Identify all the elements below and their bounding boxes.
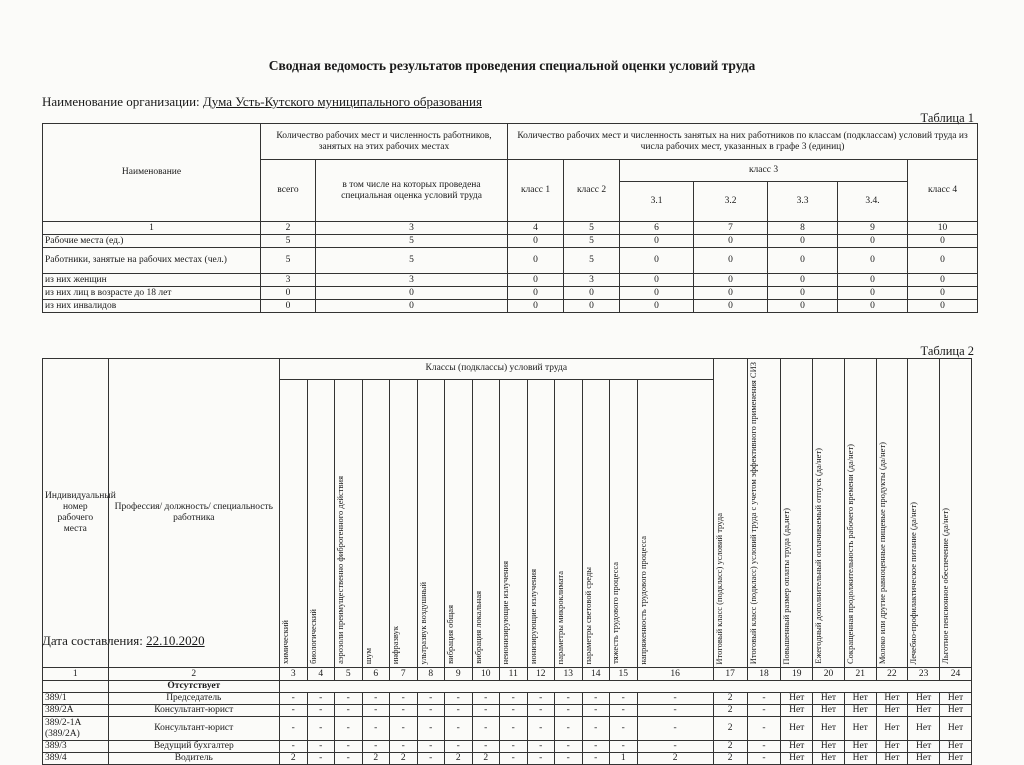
t2-header-final-class-siz: Итоговый класс (подкласс) условий труда с учетом эффективного применения СИЗ bbox=[747, 359, 781, 668]
table-cell: 2 bbox=[362, 753, 390, 765]
table-cell: 5 bbox=[564, 248, 620, 274]
table-cell: - bbox=[390, 717, 418, 741]
table-cell: - bbox=[472, 705, 500, 717]
t2-colnum: 22 bbox=[876, 668, 908, 681]
t2-colnum: 20 bbox=[813, 668, 845, 681]
t1-colnum: 6 bbox=[620, 222, 694, 235]
profession: Ведущий бухгалтер bbox=[108, 741, 279, 753]
factor-header: напряженность трудового процесса bbox=[637, 379, 713, 668]
t2-header-nutrition: Лечебно-профилактическое питание (да/нет) bbox=[908, 359, 940, 668]
table-cell: - bbox=[527, 705, 555, 717]
table-cell: Нет bbox=[908, 705, 940, 717]
table-cell: Нет bbox=[908, 753, 940, 765]
t2-colnum: 10 bbox=[472, 668, 500, 681]
table-cell: - bbox=[390, 705, 418, 717]
t2-header-profession: Профессия/ должность/ специальность работника bbox=[108, 359, 279, 668]
table-cell: - bbox=[527, 717, 555, 741]
table-cell: 0 bbox=[838, 274, 908, 287]
table-row bbox=[43, 300, 978, 313]
t2-colnum: 9 bbox=[445, 668, 473, 681]
table-row bbox=[43, 717, 972, 741]
t1-header-count: Количество рабочих мест и численность работников, занятых на этих рабочих местах bbox=[261, 124, 508, 160]
table-row bbox=[43, 235, 978, 248]
t1-colnum: 2 bbox=[261, 222, 316, 235]
t2-colnum: 18 bbox=[747, 668, 781, 681]
row-name: Рабочие места (ед.) bbox=[43, 235, 261, 248]
table-cell: - bbox=[555, 717, 583, 741]
table-cell: - bbox=[610, 693, 638, 705]
table-cell: 0 bbox=[838, 248, 908, 274]
table-cell: 0 bbox=[838, 287, 908, 300]
factor-header: параметры микроклимата bbox=[555, 379, 583, 668]
table-cell: 2 bbox=[713, 741, 747, 753]
table-cell: 0 bbox=[261, 300, 316, 313]
table-cell: - bbox=[747, 705, 781, 717]
factor-header: инфразвук bbox=[390, 379, 418, 668]
factor-header: химический bbox=[280, 379, 308, 668]
table-cell: 2 bbox=[713, 693, 747, 705]
table-row bbox=[43, 274, 978, 287]
table-cell: - bbox=[390, 693, 418, 705]
table-cell: 2 bbox=[713, 717, 747, 741]
t1-colnum: 1 bbox=[43, 222, 261, 235]
table-cell: - bbox=[280, 741, 308, 753]
t2-colnum: 14 bbox=[582, 668, 610, 681]
table-cell: - bbox=[445, 693, 473, 705]
table-cell: Нет bbox=[876, 705, 908, 717]
date-label: Дата составления: bbox=[42, 633, 143, 648]
t1-header-class4: класс 4 bbox=[908, 160, 978, 222]
table-cell: - bbox=[417, 717, 445, 741]
t2-colnum: 21 bbox=[844, 668, 876, 681]
table-cell: Нет bbox=[813, 741, 845, 753]
summary-table bbox=[42, 123, 978, 313]
table-cell: - bbox=[500, 753, 528, 765]
workplace-id: 389/4 bbox=[43, 753, 109, 765]
table-cell: 0 bbox=[908, 235, 978, 248]
t1-header-class3: класс 3 bbox=[620, 160, 908, 182]
table-cell: - bbox=[362, 741, 390, 753]
table-cell: - bbox=[637, 693, 713, 705]
table-cell: 0 bbox=[768, 235, 838, 248]
t1-colnum: 10 bbox=[908, 222, 978, 235]
table-cell: - bbox=[747, 693, 781, 705]
t1-colnum: 7 bbox=[694, 222, 768, 235]
organization-label: Наименование организации: bbox=[42, 94, 200, 109]
t2-colnum: 5 bbox=[335, 668, 363, 681]
table-cell: - bbox=[610, 705, 638, 717]
table-cell: - bbox=[555, 705, 583, 717]
t1-header-incl: в том числе на которых проведена специальная оценка условий труда bbox=[316, 160, 508, 222]
t2-colnum: 4 bbox=[307, 668, 335, 681]
t2-colnum: 6 bbox=[362, 668, 390, 681]
table-cell: 0 bbox=[908, 274, 978, 287]
t2-header-vacation: Ежегодный дополнительный оплачиваемый отпуск (да/нет) bbox=[813, 359, 845, 668]
date-line bbox=[42, 633, 205, 649]
t1-header-3-3: 3.3 bbox=[768, 182, 838, 222]
table-cell: - bbox=[307, 741, 335, 753]
t2-colnum: 19 bbox=[781, 668, 813, 681]
factor-header: шум bbox=[362, 379, 390, 668]
table-cell: - bbox=[582, 693, 610, 705]
table-row bbox=[43, 287, 978, 300]
t2-colnum: 7 bbox=[390, 668, 418, 681]
table-cell: Нет bbox=[844, 741, 876, 753]
table-cell: - bbox=[335, 741, 363, 753]
workplace-id: 389/2А bbox=[43, 705, 109, 717]
table-cell: - bbox=[637, 717, 713, 741]
table-cell: - bbox=[747, 753, 781, 765]
table-cell: 2 bbox=[280, 753, 308, 765]
profession: Консультант-юрист bbox=[108, 705, 279, 717]
factor-header: параметры световой среды bbox=[582, 379, 610, 668]
table-cell: 0 bbox=[838, 300, 908, 313]
table-cell: - bbox=[335, 717, 363, 741]
table-cell: 0 bbox=[316, 300, 508, 313]
table-cell: 0 bbox=[768, 300, 838, 313]
table-cell: - bbox=[280, 705, 308, 717]
profession: Консультант-юрист bbox=[108, 717, 279, 741]
factor-header: биологический bbox=[307, 379, 335, 668]
table-cell: 0 bbox=[694, 248, 768, 274]
t2-header-short-hours: Сокращенная продолжительность рабочего времени (да/нет) bbox=[844, 359, 876, 668]
profession: Водитель bbox=[108, 753, 279, 765]
table-cell: 0 bbox=[694, 235, 768, 248]
table-cell: 5 bbox=[261, 248, 316, 274]
table-cell: - bbox=[555, 693, 583, 705]
table-cell: - bbox=[335, 693, 363, 705]
table-cell: - bbox=[417, 693, 445, 705]
organization-line bbox=[42, 94, 482, 110]
t1-header-3-2: 3.2 bbox=[694, 182, 768, 222]
table-cell: 5 bbox=[316, 235, 508, 248]
table-cell: 0 bbox=[768, 287, 838, 300]
table-cell: - bbox=[417, 741, 445, 753]
table-cell: Нет bbox=[844, 705, 876, 717]
table-cell: 0 bbox=[564, 300, 620, 313]
table-cell: 2 bbox=[472, 753, 500, 765]
t1-header-3-4: 3.4. bbox=[838, 182, 908, 222]
t2-colnum: 2 bbox=[108, 668, 279, 681]
t1-colnum: 5 bbox=[564, 222, 620, 235]
table-cell: - bbox=[472, 693, 500, 705]
t1-colnum: 3 bbox=[316, 222, 508, 235]
workplace-id: 389/1 bbox=[43, 693, 109, 705]
table-cell: 0 bbox=[908, 287, 978, 300]
table-cell: - bbox=[362, 705, 390, 717]
t2-colnum: 8 bbox=[417, 668, 445, 681]
table-cell: 5 bbox=[564, 235, 620, 248]
t2-header-pay: Повышенный размер оплаты труда (да,нет) bbox=[781, 359, 813, 668]
table-cell: - bbox=[527, 693, 555, 705]
table-cell: Нет bbox=[781, 705, 813, 717]
table-cell: - bbox=[445, 741, 473, 753]
table-cell: - bbox=[362, 693, 390, 705]
table-cell: 3 bbox=[261, 274, 316, 287]
table-cell: - bbox=[307, 717, 335, 741]
workplace-table bbox=[42, 358, 972, 765]
table-cell: - bbox=[445, 705, 473, 717]
table-cell: Нет bbox=[781, 693, 813, 705]
table-cell: - bbox=[610, 741, 638, 753]
table-cell: - bbox=[610, 717, 638, 741]
table-cell: - bbox=[472, 717, 500, 741]
t2-group-label: Отсутствует bbox=[108, 681, 279, 693]
table-cell: Нет bbox=[876, 693, 908, 705]
table-cell: Нет bbox=[940, 753, 972, 765]
row-name: из них инвалидов bbox=[43, 300, 261, 313]
t2-header-pension: Льготное пенсионное обеспечение (да/нет) bbox=[940, 359, 972, 668]
t1-colnum: 8 bbox=[768, 222, 838, 235]
table-cell: 0 bbox=[261, 287, 316, 300]
table-cell: 0 bbox=[620, 300, 694, 313]
factor-header: неионизирующие излучения bbox=[500, 379, 528, 668]
table-row bbox=[43, 248, 978, 274]
t1-colnum: 9 bbox=[838, 222, 908, 235]
table-cell: 0 bbox=[508, 300, 564, 313]
table-cell: - bbox=[582, 705, 610, 717]
table-cell: 3 bbox=[316, 274, 508, 287]
t2-colnum: 11 bbox=[500, 668, 528, 681]
table-cell: - bbox=[417, 705, 445, 717]
table-cell: Нет bbox=[908, 717, 940, 741]
table-cell: 0 bbox=[694, 274, 768, 287]
table-cell: 0 bbox=[768, 248, 838, 274]
document-title: Сводная ведомость результатов проведения специальной оценки условий труда bbox=[268, 58, 756, 73]
table-cell: 0 bbox=[620, 274, 694, 287]
t2-colnum: 16 bbox=[637, 668, 713, 681]
table-cell: Нет bbox=[940, 705, 972, 717]
table-cell: Нет bbox=[876, 717, 908, 741]
t2-header-id: Индивидуальный номер рабочего места bbox=[43, 359, 109, 668]
table-cell: 2 bbox=[390, 753, 418, 765]
table-cell: - bbox=[417, 753, 445, 765]
table-cell: Нет bbox=[844, 693, 876, 705]
table-cell: Нет bbox=[876, 741, 908, 753]
workplace-id: 389/2-1А (389/2А) bbox=[43, 717, 109, 741]
table-cell: - bbox=[307, 693, 335, 705]
table-cell: - bbox=[500, 741, 528, 753]
table-row bbox=[43, 693, 972, 705]
t2-colnum: 15 bbox=[610, 668, 638, 681]
table-cell: 0 bbox=[694, 287, 768, 300]
t1-header-name: Наименование bbox=[43, 124, 261, 222]
table-cell: 1 bbox=[610, 753, 638, 765]
row-name: Работники, занятые на рабочих местах (чел.) bbox=[43, 248, 261, 274]
organization-name: Дума Усть-Кутского муниципального образования bbox=[202, 94, 482, 109]
table-cell: - bbox=[582, 741, 610, 753]
t2-colnum: 3 bbox=[280, 668, 308, 681]
table-cell: Нет bbox=[940, 717, 972, 741]
t2-header-final-class: Итоговый класс (подкласс) условий труда bbox=[713, 359, 747, 668]
table-cell: 5 bbox=[261, 235, 316, 248]
table-cell: - bbox=[527, 741, 555, 753]
table-cell: 0 bbox=[508, 287, 564, 300]
table-cell: 0 bbox=[508, 274, 564, 287]
table-cell: Нет bbox=[876, 753, 908, 765]
table-cell: - bbox=[527, 753, 555, 765]
table-cell: 5 bbox=[316, 248, 508, 274]
table-cell: Нет bbox=[844, 753, 876, 765]
workplace-id: 389/3 bbox=[43, 741, 109, 753]
table-row bbox=[43, 741, 972, 753]
table-cell: Нет bbox=[781, 717, 813, 741]
table-cell: 0 bbox=[620, 248, 694, 274]
table-cell: Нет bbox=[813, 717, 845, 741]
t2-colnum: 13 bbox=[555, 668, 583, 681]
table-cell: 0 bbox=[508, 248, 564, 274]
table-cell: 0 bbox=[768, 274, 838, 287]
table-cell: Нет bbox=[940, 693, 972, 705]
t1-header-class2: класс 2 bbox=[564, 160, 620, 222]
table-cell: - bbox=[637, 705, 713, 717]
table-cell: Нет bbox=[844, 717, 876, 741]
factor-header: ультразвук воздушный bbox=[417, 379, 445, 668]
t2-column-numbers bbox=[43, 668, 972, 681]
factor-header: ионизирующие излучения bbox=[527, 379, 555, 668]
t1-header-class1: класс 1 bbox=[508, 160, 564, 222]
t2-colnum: 12 bbox=[527, 668, 555, 681]
t2-colnum: 17 bbox=[713, 668, 747, 681]
table-cell: Нет bbox=[781, 741, 813, 753]
t2-header-milk: Молоко или другие равноценные пищевые продукты (да/нет) bbox=[876, 359, 908, 668]
table-cell: 0 bbox=[620, 235, 694, 248]
table-cell: - bbox=[500, 705, 528, 717]
table-cell: - bbox=[637, 741, 713, 753]
table-cell: 0 bbox=[508, 235, 564, 248]
t2-colnum: 1 bbox=[43, 668, 109, 681]
t2-colnum: 23 bbox=[908, 668, 940, 681]
table-cell: - bbox=[280, 717, 308, 741]
t2-group-row bbox=[43, 681, 972, 693]
row-name: из них лиц в возрасте до 18 лет bbox=[43, 287, 261, 300]
table-cell: Нет bbox=[781, 753, 813, 765]
table-cell: - bbox=[307, 705, 335, 717]
table-cell: 0 bbox=[316, 287, 508, 300]
table-row bbox=[43, 753, 972, 765]
t1-header-total: всего bbox=[261, 160, 316, 222]
profession: Председатель bbox=[108, 693, 279, 705]
table-cell: - bbox=[555, 753, 583, 765]
table-cell: - bbox=[445, 717, 473, 741]
table-cell: Нет bbox=[908, 693, 940, 705]
t1-colnum: 4 bbox=[508, 222, 564, 235]
table-cell: - bbox=[390, 741, 418, 753]
table-cell: Нет bbox=[813, 753, 845, 765]
table-cell: - bbox=[335, 705, 363, 717]
table-cell: Нет bbox=[813, 693, 845, 705]
factor-header: вибрация локальная bbox=[472, 379, 500, 668]
table-cell: - bbox=[472, 741, 500, 753]
factor-header: вибрация общая bbox=[445, 379, 473, 668]
row-name: из них женщин bbox=[43, 274, 261, 287]
table-cell: 0 bbox=[564, 287, 620, 300]
table-cell: 2 bbox=[713, 753, 747, 765]
table-cell: - bbox=[362, 717, 390, 741]
factor-header: аэрозоли преимущественно фиброгенного действия bbox=[335, 379, 363, 668]
table-cell: - bbox=[747, 741, 781, 753]
table-cell: - bbox=[280, 693, 308, 705]
table-cell: - bbox=[582, 717, 610, 741]
table-cell: 3 bbox=[564, 274, 620, 287]
t1-header-3-1: 3.1 bbox=[620, 182, 694, 222]
table-cell: - bbox=[582, 753, 610, 765]
table-cell: 2 bbox=[637, 753, 713, 765]
date-value: 22.10.2020 bbox=[146, 633, 205, 648]
table-cell: - bbox=[335, 753, 363, 765]
table-cell: 0 bbox=[838, 235, 908, 248]
table-cell: - bbox=[307, 753, 335, 765]
t1-column-numbers bbox=[43, 222, 978, 235]
table-cell: 0 bbox=[908, 300, 978, 313]
t2-header-classes: Классы (подклассы) условий труда bbox=[280, 359, 714, 380]
table-cell: - bbox=[500, 717, 528, 741]
table-cell: Нет bbox=[940, 741, 972, 753]
table-cell: Нет bbox=[908, 741, 940, 753]
table2-caption: Таблица 2 bbox=[920, 344, 974, 358]
factor-header: тяжесть трудового процесса bbox=[610, 379, 638, 668]
t1-header-classes: Количество рабочих мест и численность занятых на них работников по классам (подклассам) условий труда из числа рабочих мест, указанных в графе 3 (единиц) bbox=[508, 124, 978, 160]
t2-colnum: 24 bbox=[940, 668, 972, 681]
table1-caption: Таблица 1 bbox=[920, 111, 974, 125]
table-cell: - bbox=[500, 693, 528, 705]
table-cell: 2 bbox=[445, 753, 473, 765]
table-cell: 0 bbox=[694, 300, 768, 313]
table-cell: - bbox=[747, 717, 781, 741]
table-cell: Нет bbox=[813, 705, 845, 717]
table-cell: 0 bbox=[908, 248, 978, 274]
table-cell: - bbox=[555, 741, 583, 753]
table-row bbox=[43, 705, 972, 717]
table-cell: 0 bbox=[620, 287, 694, 300]
table-cell: 2 bbox=[713, 705, 747, 717]
